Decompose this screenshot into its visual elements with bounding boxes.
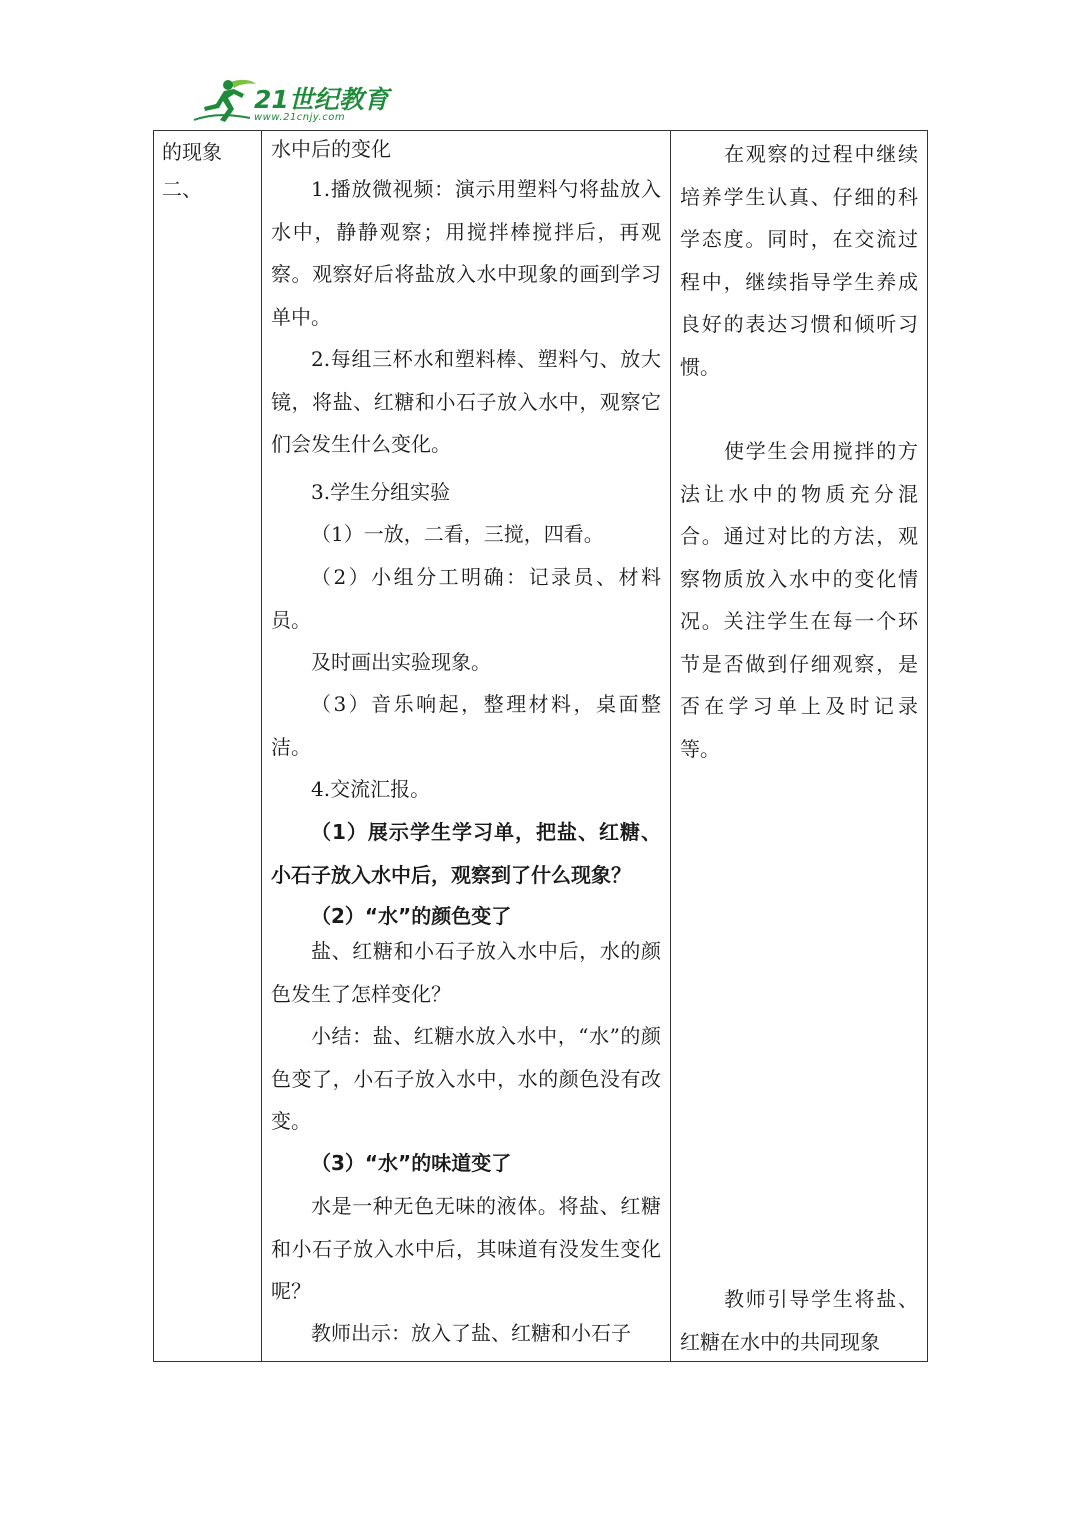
activity-paragraph: 教师出示：放入了盐、红糖和小石子 xyxy=(311,1321,631,1345)
stage-number: 二、 xyxy=(162,177,202,201)
activity-paragraph: （1）一放，二看，三搅，四看。 xyxy=(311,522,604,546)
activity-question: （1）展示学生学习单，把盐、红糖、小石子放入水中后，观察到了什么现象？ xyxy=(271,820,661,887)
activity-paragraph: 2.每组三杯水和塑料棒、塑料勺、放大镜，将盐、红糖和小石子放入水中，观察它们会发生什么变化。 xyxy=(271,347,661,456)
activity-paragraph: 盐、红糖和小石子放入水中后，水的颜色发生了怎样变化？ xyxy=(271,939,661,1006)
activity-paragraph: 水是一种无色无味的液体。将盐、红糖和小石子放入水中后，其味道有没发生变化呢？ xyxy=(271,1194,661,1303)
activity-paragraph: （3）音乐响起，整理材料，桌面整洁。 xyxy=(271,692,661,759)
intent-paragraph: 使学生会用搅拌的方法让水中的物质充分混合。通过对比的方法，观察物质放入水中的变化情况。关注学生在每一个环节是否做到仔细观察，是否在学习单上及时记录等。 xyxy=(680,439,918,761)
activity-paragraph: 1.播放微视频：演示用塑料勺将盐放入水中，静静观察；用搅拌棒搅拌后，再观察。观察好后将盐放入水中现象的画到学习单中。 xyxy=(271,177,661,329)
logo-wordmark: 21世纪教育 xyxy=(254,85,389,114)
intent-paragraph: 教师引导学生将盐、红糖在水中的共同现象 xyxy=(680,1287,918,1354)
lesson-table xyxy=(153,130,928,1362)
activity-subheading: （3）“水”的味道变了 xyxy=(311,1151,512,1175)
column-divider xyxy=(261,131,262,1361)
activity-subheading: （2）“水”的颜色变了 xyxy=(311,904,512,928)
activity-paragraph: 及时画出实验现象。 xyxy=(311,650,491,674)
intent-paragraph: 在观察的过程中继续培养学生认真、仔细的科学态度。同时，在交流过程中，继续指导学生养成良好的表达习惯和倾听习惯。 xyxy=(680,142,918,379)
logo xyxy=(190,74,400,126)
column-divider xyxy=(670,131,671,1361)
activity-paragraph: 4.交流汇报。 xyxy=(311,777,431,801)
logo-url: www.21cnjy.com xyxy=(254,112,346,123)
activity-paragraph: （2）小组分工明确：记录员、材料员。 xyxy=(271,565,661,632)
activity-paragraph: 3.学生分组实验 xyxy=(311,480,451,504)
activity-heading: 水中后的变化 xyxy=(271,137,391,161)
stage-label: 的现象 xyxy=(162,140,222,164)
activity-paragraph: 小结：盐、红糖水放入水中，“水”的颜色变了，小石子放入水中，水的颜色没有改变。 xyxy=(271,1024,661,1133)
